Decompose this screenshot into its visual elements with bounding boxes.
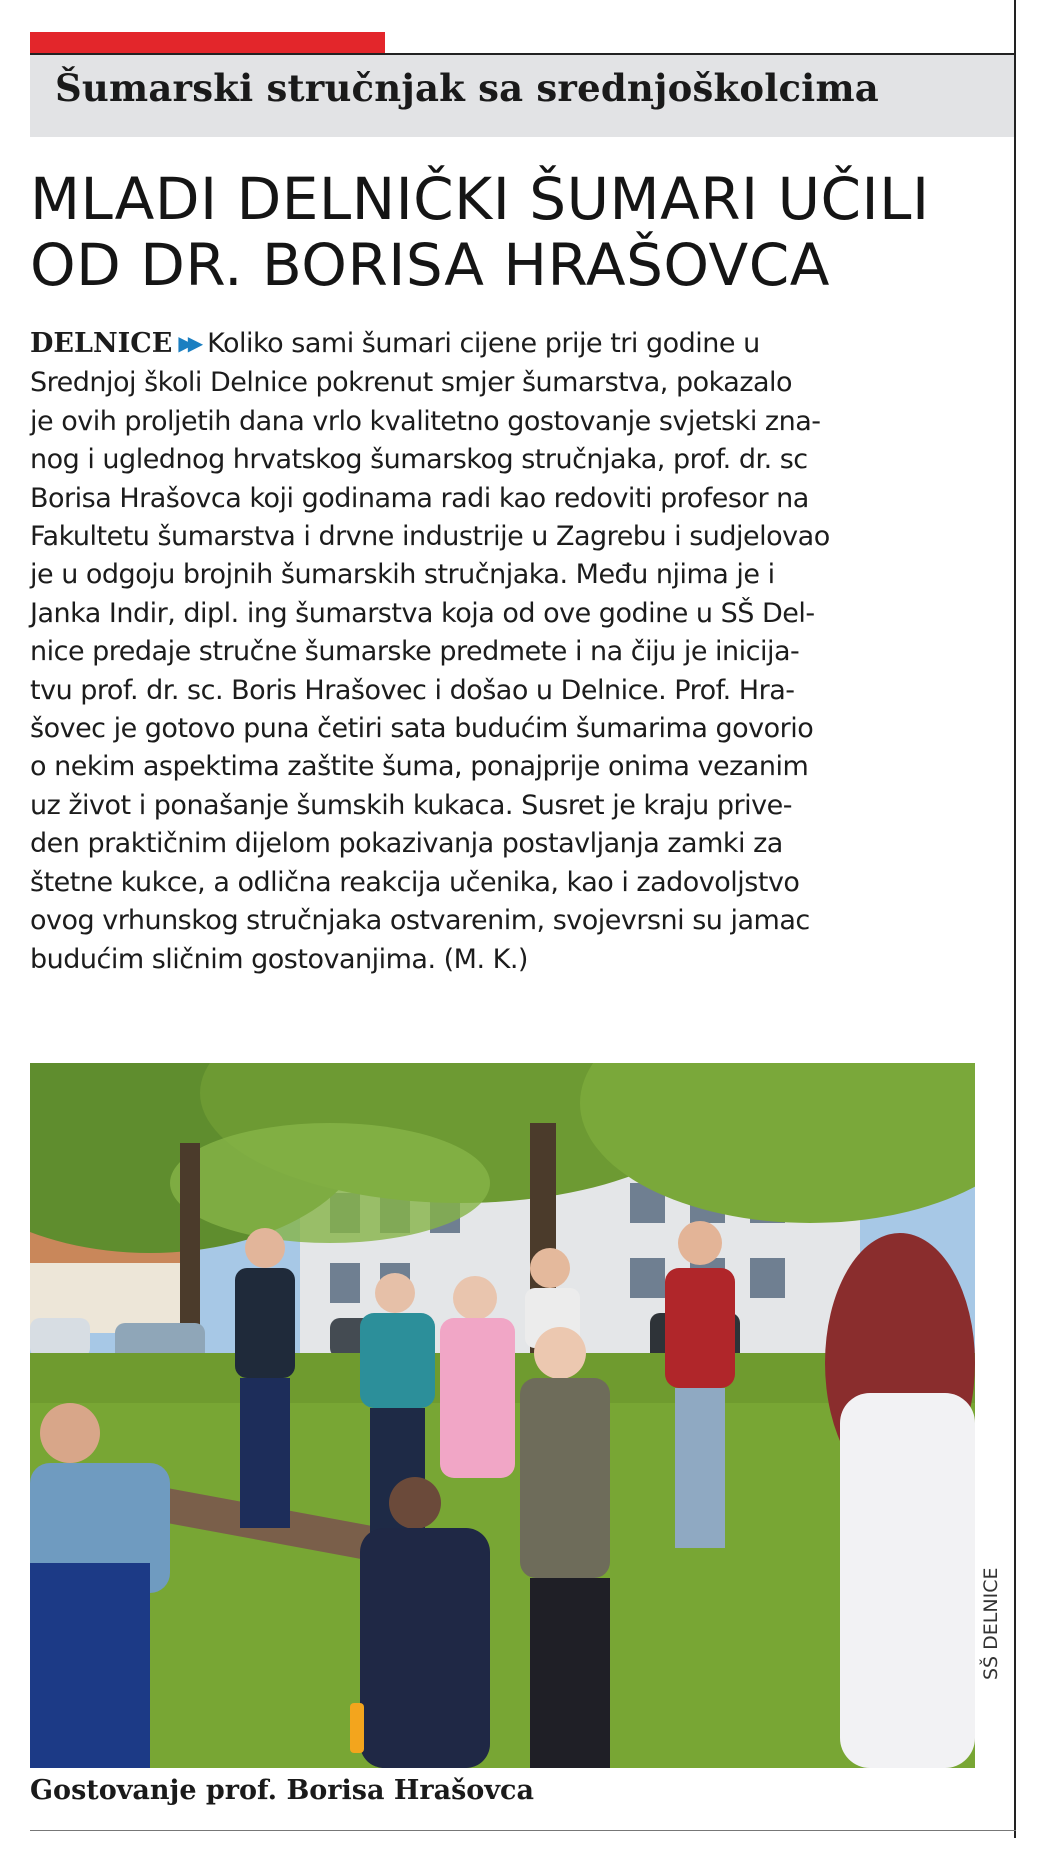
body-line: Janka Indir, dipl. ing šumarstva koja od ove godine u SŠ Del- — [30, 597, 815, 629]
body-line: Borisa Hrašovca koji godinama radi kao redoviti profesor na — [30, 482, 809, 514]
article-body — [30, 325, 1005, 979]
article-photo — [30, 1063, 975, 1768]
body-line: je u odgoju brojnih šumarskih stručnjaka. Među njima je i — [30, 559, 775, 591]
body-line: o nekim aspektima zaštite šuma, ponajprije onima vezanim — [30, 751, 809, 783]
group-photo-illustration — [30, 1063, 975, 1768]
body-line: tvu prof. dr. sc. Boris Hrašovec i došao u Delnice. Prof. Hra- — [30, 674, 795, 706]
body-first-line: Koliko sami šumari cijene prije tri godine u — [207, 328, 760, 359]
body-line: Fakultetu šumarstva i drvne industrije u Zagrebu i sudjelovao — [30, 521, 830, 553]
body-line: nice predaje stručne šumarske predmete i na čiju je inicija- — [30, 636, 800, 668]
photo-caption: Gostovanje prof. Borisa Hrašovca — [30, 1775, 534, 1806]
headline-line: OD DR. BORISA HRAŠOVCA — [30, 231, 830, 299]
body-line: štetne kukce, a odlična reakcija učenika, kao i zadovoljstvo — [30, 866, 800, 898]
body-line — [30, 325, 1005, 364]
article-kicker: Šumarski stručnjak sa srednjoškolcima — [55, 66, 879, 110]
body-line: budućim sličnim gostovanjima. (M. K.) — [30, 943, 528, 975]
body-line: nog i uglednog hrvatskog šumarskog stručnjaka, prof. dr. sc — [30, 444, 808, 476]
body-line: je ovih proljetih dana vrlo kvalitetno gostovanje svjetski zna- — [30, 405, 821, 437]
headline-line: MLADI DELNIČKI ŠUMARI UČILI — [30, 165, 930, 233]
body-line: den praktičnim dijelom pokazivanja postavljanja zamki za — [30, 828, 783, 860]
bottom-rule — [30, 1830, 1016, 1831]
article-headline — [30, 166, 1010, 298]
photo-credit: SŠ DELNICE — [980, 1567, 1002, 1680]
body-line: šovec je gotovo puna četiri sata budućim šumarima govorio — [30, 713, 814, 745]
double-chevron-right-icon: ▶▶ — [178, 331, 198, 355]
body-line: uz život i ponašanje šumskih kukaca. Susret je kraju prive- — [30, 789, 792, 821]
dateline: DELNICE — [30, 328, 173, 359]
column-rule — [1014, 0, 1016, 1838]
section-accent-bar — [30, 32, 385, 54]
body-line: ovog vrhunskog stručnjaka ostvarenim, svojevrsni su jamac — [30, 905, 810, 937]
body-line: Srednjoj školi Delnice pokrenut smjer šumarstva, pokazalo — [30, 367, 793, 399]
